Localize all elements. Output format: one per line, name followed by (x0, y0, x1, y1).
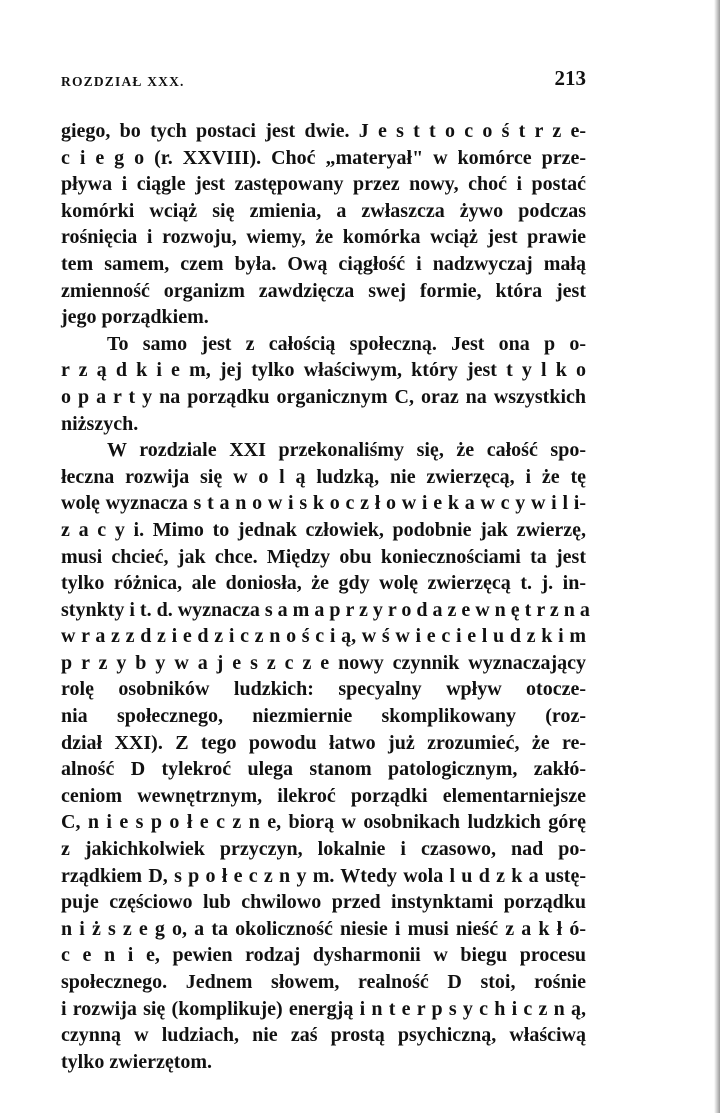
text-line: czynną w ludziach, nie zaś prostą psychiczną, właściwą (61, 1024, 586, 1047)
text-line: r z ą d k i e m, jej tylko właściwym, który jest t y l k o (61, 359, 586, 382)
text-line: p r z y b y w a j e s z c z e nowy czynnik wyznaczający (61, 651, 586, 674)
text-line: puje częściowo lub chwilowo przed instynktami porządku (61, 891, 586, 914)
text-line: łeczna rozwija się w o l ą ludzką, nie zwierzęcą, i że tę (61, 465, 586, 488)
text-line: n i ż s z e g o, a ta okoliczność niesie i musi nieść z a k ł ó- (61, 917, 586, 940)
text-line: To samo jest z całością społeczną. Jest ona p o- (107, 332, 586, 355)
text-line: i rozwija się (komplikuje) energją i n t e r p s y c h i c z n ą, (61, 997, 586, 1020)
text-line: z a c y i. Mimo to jednak człowiek, podobnie jak zwierzę, (61, 518, 586, 541)
text-line: ceniom wewnętrznym, ilekroć porządki elementarniejsze (61, 784, 586, 807)
text-line: wolę wyznacza s t a n o w i s k o c z ł o w i e k a w c y w i l i- (61, 492, 586, 515)
text-line: niższych. (61, 412, 139, 435)
text-line: dział XXI). Z tego powodu łatwo już zrozumieć, że re- (61, 731, 586, 754)
text-line: C, n i e s p o ł e c z n e, biorą w osobnikach ludzkich górę (61, 811, 586, 834)
page-edge-shadow (714, 0, 720, 1113)
text-line: pływa i ciągle jest zastępowany przez nowy, choć i postać (61, 173, 586, 196)
text-line: giego, bo tych postaci jest dwie. J e s t t o c o ś t r z e- (61, 120, 586, 142)
text-line: jego porządkiem. (61, 306, 209, 329)
text-line: musi chcieć, jak chce. Między obu koniecznościami ta jest (61, 545, 586, 568)
text-line: z jakichkolwiek przyczyn, lokalnie i czasowo, nad po- (61, 838, 586, 861)
page-header (61, 62, 586, 102)
text-line: tem samem, czem była. Ową ciągłość i nadzwyczaj małą (61, 252, 586, 275)
page-number: 213 (554, 66, 586, 90)
running-head: ROZDZIAŁ XXX. (61, 74, 185, 89)
text-line: w r a z z d z i e d z i c z n o ś c i ą, w ś w i e c i e l u d z k i m (61, 625, 586, 648)
text-line: o p a r t y na porządku organicznym C, oraz na wszystkich (61, 385, 586, 408)
text-line: tylko różnica, ale doniosła, że gdy wolę zwierzęcą t. j. in- (61, 572, 586, 595)
text-line: nia społecznego, niezmiernie skomplikowany (roz- (61, 705, 586, 728)
text-line: W rozdziale XXI przekonaliśmy się, że całość spo- (107, 439, 586, 462)
text-line: zmienność organizm zawdzięcza swej formie, która jest (61, 279, 586, 302)
text-line: rośnięcia i rozwoju, wiemy, że komórka wciąż jest prawie (61, 226, 586, 249)
body-text (61, 118, 590, 1075)
text-line: rządkiem D, s p o ł e c z n y m. Wtedy wola l u d z k a ustę- (61, 864, 586, 887)
text-line: stynkty i t. d. wyznacza s a m a p r z y r o d a z e w n ę t r z n a (61, 598, 590, 621)
text-line: c i e g o (r. XXVIII). Choć „materyał" w komórce prze- (61, 146, 586, 169)
text-line: alność D tylekroć ulega stanom patologicznym, zakłó- (61, 758, 586, 781)
text-line: tylko zwierzętom. (61, 1050, 213, 1073)
text-line: komórki wciąż się zmienia, a zwłaszcza żywo podczas (61, 199, 586, 222)
text-line: c e n i e, pewien rodzaj dysharmonii w biegu procesu (61, 944, 586, 967)
text-line: rolę osobników ludzkich: specyalny wpływ otocze- (61, 678, 586, 701)
text-line: społecznego. Jednem słowem, realność D stoi, rośnie (61, 971, 586, 993)
